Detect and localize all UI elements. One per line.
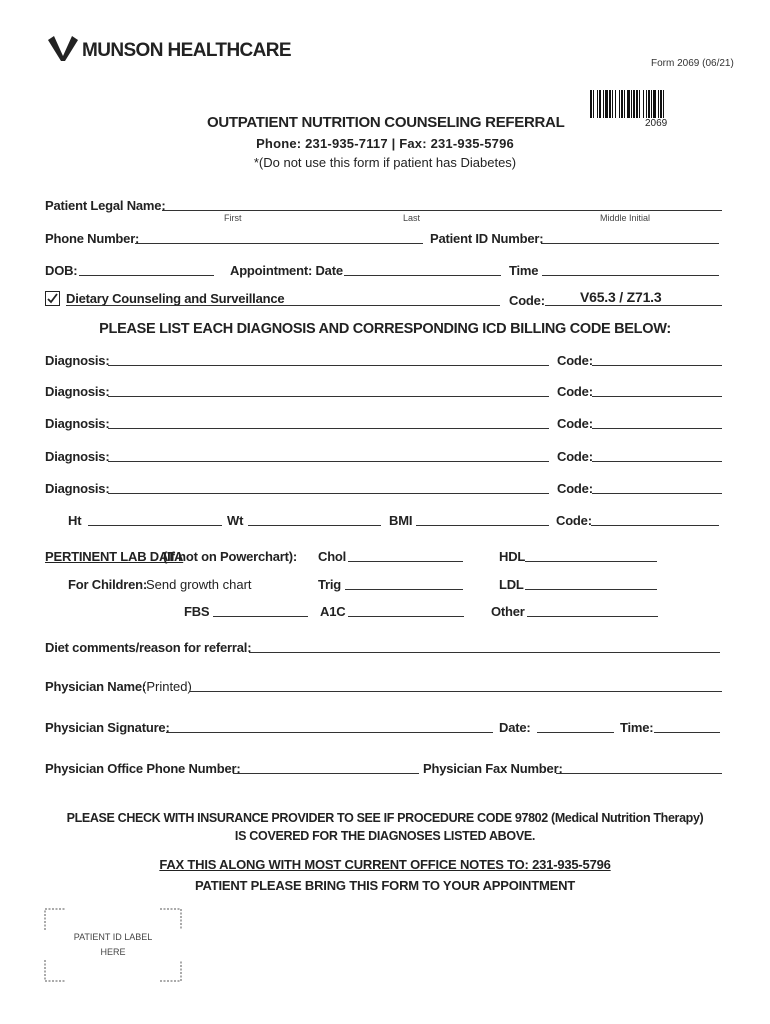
diagnosis-field[interactable] bbox=[108, 365, 549, 366]
diagnosis-label: Diagnosis: bbox=[45, 353, 110, 368]
fax-notice: FAX THIS ALONG WITH MOST CURRENT OFFICE NOTES TO: 231-935-5796 bbox=[159, 857, 611, 872]
bring-form-notice: PATIENT PLEASE BRING THIS FORM TO YOUR APPOINTMENT bbox=[194, 878, 576, 893]
diagnosis-field[interactable] bbox=[108, 461, 549, 462]
labs-heading-note: (If not on Powerchart): bbox=[163, 549, 298, 564]
signature-time-field[interactable] bbox=[654, 732, 720, 733]
ht-field[interactable] bbox=[88, 525, 222, 526]
chol-label: Chol bbox=[318, 549, 347, 564]
form-title: OUTPATIENT NUTRITION COUNSELING REFERRAL bbox=[207, 114, 565, 131]
ht-label: Ht bbox=[68, 513, 82, 528]
diet-comments-label: Diet comments/reason for referral: bbox=[45, 640, 252, 655]
service-underline bbox=[66, 305, 500, 306]
phone-field[interactable] bbox=[135, 243, 423, 244]
a1c-label: A1C bbox=[320, 604, 346, 619]
barcode-number: 2069 bbox=[645, 118, 668, 129]
bmi-field[interactable] bbox=[416, 525, 549, 526]
signature-time-label: Time: bbox=[620, 720, 654, 735]
physician-name-field[interactable] bbox=[189, 691, 722, 692]
patient-label-box bbox=[44, 908, 182, 982]
form-number: Form 2069 (06/21) bbox=[651, 58, 734, 69]
diagnosis-code-label: Code: bbox=[557, 416, 593, 431]
service-code-label: Code: bbox=[509, 293, 545, 308]
legal-name-label: Patient Legal Name: bbox=[45, 198, 166, 213]
service-checkbox[interactable] bbox=[45, 291, 60, 306]
children-label: For Children: bbox=[68, 577, 148, 592]
diagnosis-code-label: Code: bbox=[557, 353, 593, 368]
ldl-field[interactable] bbox=[525, 589, 657, 590]
diagnosis-code-field[interactable] bbox=[592, 493, 722, 494]
physician-fax-field[interactable] bbox=[556, 773, 722, 774]
diagnosis-label: Diagnosis: bbox=[45, 416, 110, 431]
diagnosis-label: Diagnosis: bbox=[45, 384, 110, 399]
wt-label: Wt bbox=[227, 513, 244, 528]
trig-field[interactable] bbox=[345, 589, 463, 590]
appointment-label: Appointment: Date bbox=[230, 263, 343, 278]
barcode bbox=[590, 90, 722, 118]
bmi-label: BMI bbox=[389, 513, 413, 528]
diagnosis-label: Diagnosis: bbox=[45, 481, 110, 496]
measure-code-field[interactable] bbox=[591, 525, 719, 526]
last-caption: Last bbox=[403, 213, 421, 223]
time-label: Time bbox=[509, 263, 539, 278]
appointment-date-field[interactable] bbox=[344, 275, 501, 276]
first-caption: First bbox=[224, 213, 242, 223]
brand-name: MUNSON HEALTHCARE bbox=[82, 40, 291, 61]
diagnosis-code-label: Code: bbox=[557, 384, 593, 399]
phone-label: Phone Number: bbox=[45, 231, 140, 246]
barcode-icon bbox=[590, 90, 722, 118]
dob-field[interactable] bbox=[79, 275, 214, 276]
brand-logo bbox=[46, 34, 80, 62]
diagnosis-label: Diagnosis: bbox=[45, 449, 110, 464]
chol-field[interactable] bbox=[348, 561, 463, 562]
munson-v-logo-icon bbox=[46, 34, 80, 62]
crop-marks-icon bbox=[44, 908, 182, 982]
ldl-label: LDL bbox=[499, 577, 524, 592]
patient-id-label: Patient ID Number: bbox=[430, 231, 544, 246]
patient-label-line-2: HERE bbox=[100, 947, 126, 957]
other-label: Other bbox=[491, 604, 525, 619]
labs-heading: PERTINENT LAB DATA bbox=[45, 549, 184, 564]
diagnosis-field[interactable] bbox=[108, 396, 549, 397]
diagnosis-field[interactable] bbox=[108, 493, 549, 494]
office-phone-label: Physician Office Phone Number: bbox=[45, 761, 241, 776]
other-field[interactable] bbox=[527, 616, 658, 617]
fbs-label: FBS bbox=[184, 604, 210, 619]
hdl-field[interactable] bbox=[525, 561, 657, 562]
service-label: Dietary Counseling and Surveillance bbox=[66, 291, 285, 306]
children-note: Send growth chart bbox=[146, 577, 252, 592]
trig-label: Trig bbox=[318, 577, 342, 592]
appointment-time-field[interactable] bbox=[542, 275, 719, 276]
patient-id-field[interactable] bbox=[541, 243, 719, 244]
checkmark-icon bbox=[46, 292, 59, 305]
contact-line: Phone: 231-935-7117 | Fax: 231-935-5796 bbox=[256, 136, 514, 151]
physician-name-note: (Printed) bbox=[142, 679, 192, 694]
insurance-line-2: IS COVERED FOR THE DIAGNOSES LISTED ABOVE. bbox=[234, 829, 536, 843]
diet-comments-field[interactable] bbox=[249, 652, 720, 653]
fbs-field[interactable] bbox=[213, 616, 308, 617]
office-phone-field[interactable] bbox=[233, 773, 419, 774]
diagnosis-code-label: Code: bbox=[557, 481, 593, 496]
insurance-line-1: PLEASE CHECK WITH INSURANCE PROVIDER TO SEE IF PROCEDURE CODE 97802 (Medical Nutrition Therapy) bbox=[66, 811, 704, 825]
legal-name-field[interactable] bbox=[162, 210, 722, 211]
service-code-value: V65.3 / Z71.3 bbox=[580, 289, 662, 305]
service-code-field[interactable] bbox=[545, 305, 722, 306]
diagnosis-code-field[interactable] bbox=[592, 396, 722, 397]
measure-code-label: Code: bbox=[556, 513, 592, 528]
signature-date-label: Date: bbox=[499, 720, 531, 735]
diagnosis-field[interactable] bbox=[108, 428, 549, 429]
middle-caption: Middle Initial bbox=[600, 213, 651, 223]
diagnosis-code-field[interactable] bbox=[592, 461, 722, 462]
diagnosis-code-label: Code: bbox=[557, 449, 593, 464]
signature-date-field[interactable] bbox=[537, 732, 614, 733]
diagnosis-code-field[interactable] bbox=[592, 428, 722, 429]
physician-name-label: Physician Name: bbox=[45, 679, 147, 694]
dob-label: DOB: bbox=[45, 263, 78, 278]
diabetes-note: *(Do not use this form if patient has Diabetes) bbox=[253, 155, 517, 170]
hdl-label: HDL bbox=[499, 549, 526, 564]
diagnosis-code-field[interactable] bbox=[592, 365, 722, 366]
physician-signature-label: Physician Signature: bbox=[45, 720, 170, 735]
wt-field[interactable] bbox=[248, 525, 381, 526]
physician-fax-label: Physician Fax Number: bbox=[423, 761, 563, 776]
patient-label-line-1: PATIENT ID LABEL bbox=[73, 932, 153, 942]
physician-signature-field[interactable] bbox=[166, 732, 493, 733]
diagnosis-heading: PLEASE LIST EACH DIAGNOSIS AND CORRESPONDING ICD BILLING CODE BELOW: bbox=[99, 321, 671, 337]
a1c-field[interactable] bbox=[348, 616, 464, 617]
